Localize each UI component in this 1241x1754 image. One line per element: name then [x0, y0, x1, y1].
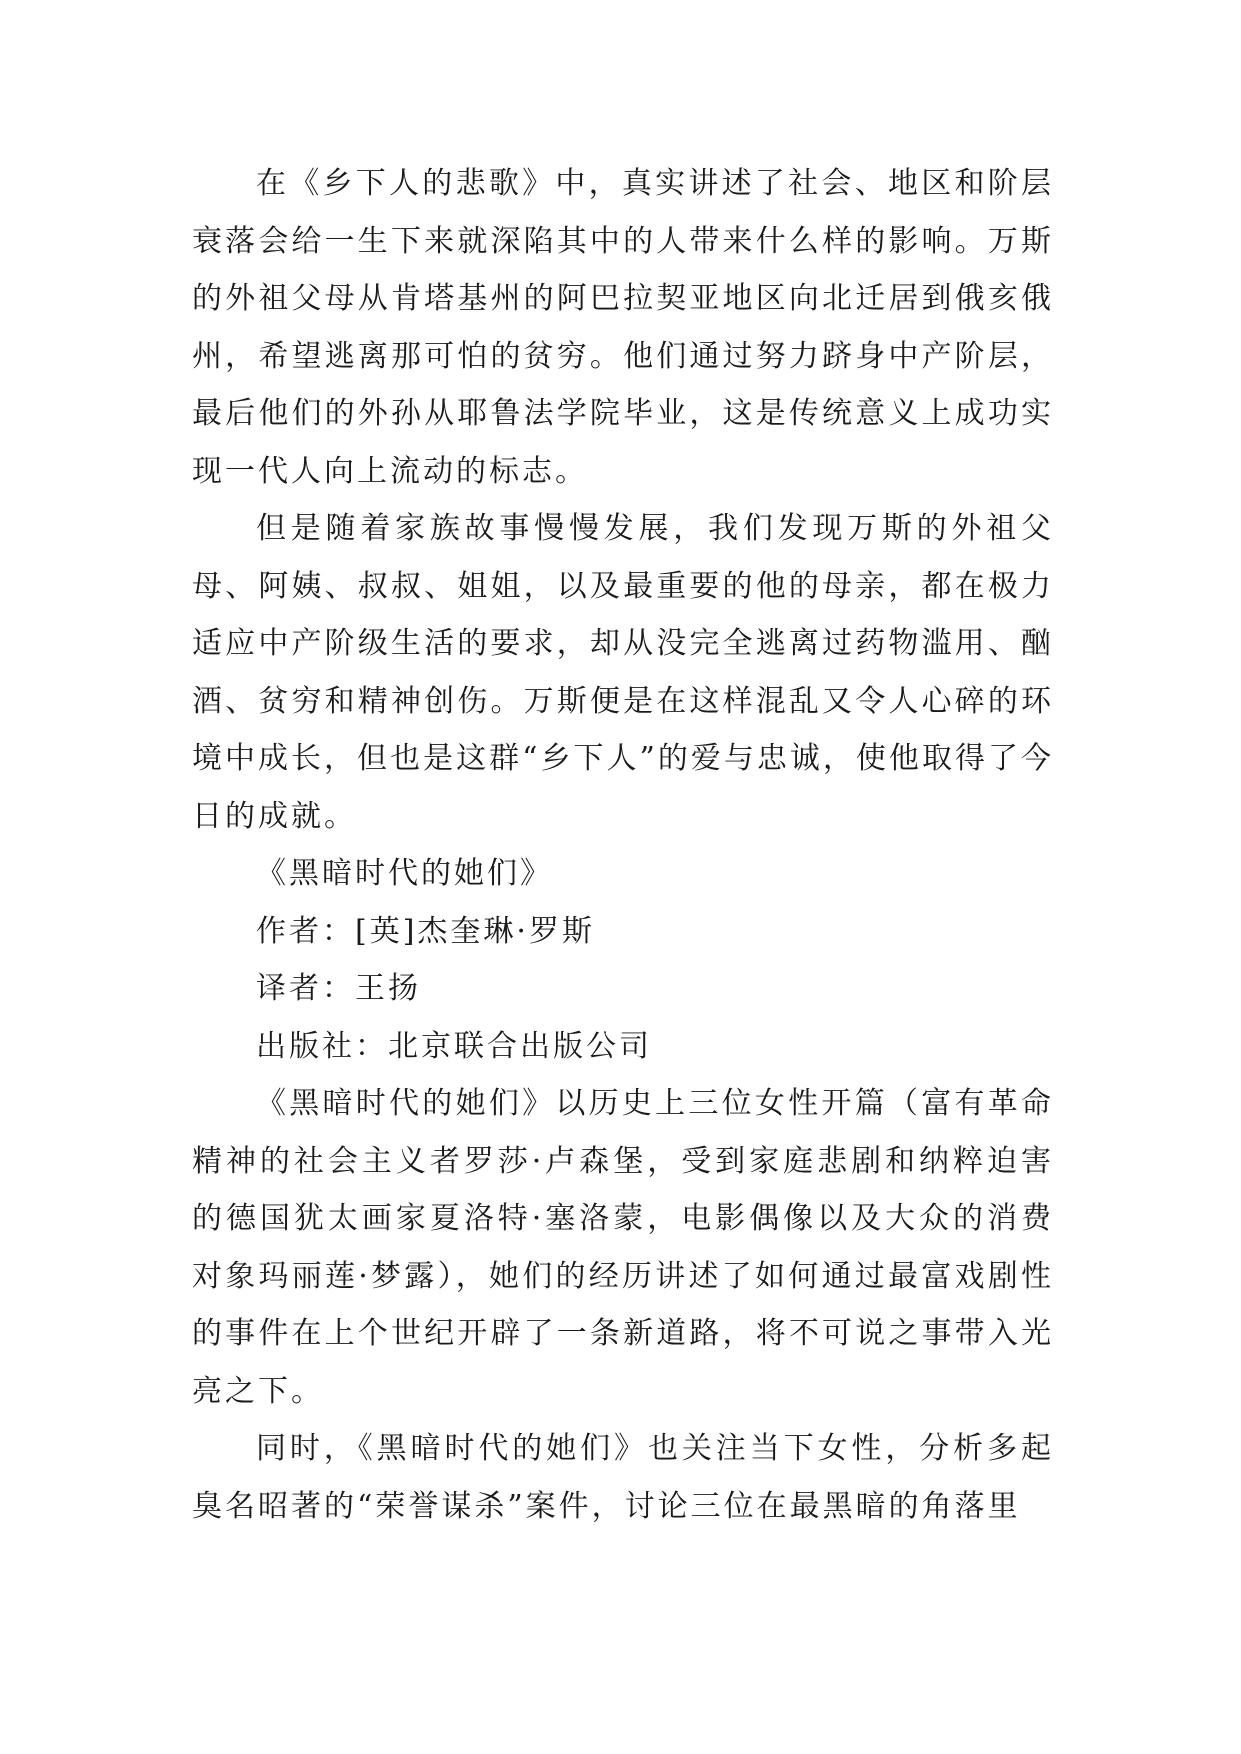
book-publisher: 出版社：北京联合出版公司 [256, 1028, 652, 1064]
paragraph-women-dark-times-present: 同时，《黑暗时代的她们》也关注当下女性，分析多起臭名昭著的“荣誉谋杀”案件，讨论三位在最黑暗的角落里 [192, 1431, 1054, 1524]
paragraph-hillbilly-elegy-intro: 在《乡下人的悲歌》中，真实讲述了社会、地区和阶层衰落会给一生下来就深陷其中的人带来什么样的影响。万斯的外祖父母从肯塔基州的阿巴拉契亚地区向北迁居到俄亥俄州，希望逃离那可怕的贫穷。他们通过努力跻身中产阶层，最后他们的外孙从耶鲁法学院毕业，这是传统意义上成功实现一代人向上流动的标志。 [192, 166, 1054, 489]
document-body [192, 155, 1054, 1535]
book-title: 《黑暗时代的她们》 [256, 856, 553, 891]
book-author: 作者：[英]杰奎琳·罗斯 [256, 913, 595, 949]
paragraph-vance-family: 但是随着家族故事慢慢发展，我们发现万斯的外祖父母、阿姨、叔叔、姐姐，以及最重要的他的母亲，都在极力适应中产阶级生活的要求，却从没完全逃离过药物滥用、酗酒、贫穷和精神创伤。万斯便是在这样混乱又令人心碎的环境中成长，但也是这群“乡下人”的爱与忠诚，使他取得了今日的成就。 [192, 511, 1054, 834]
paragraph-women-dark-times-intro: 《黑暗时代的她们》以历史上三位女性开篇（富有革命精神的社会主义者罗莎·卢森堡，受到家庭悲剧和纳粹迫害的德国犹太画家夏洛特·塞洛蒙，电影偶像以及大众的消费对象玛丽莲·梦露），她们的经历讲述了如何通过最富戏剧性的事件在上个世纪开辟了一条新道路，将不可说之事带入光亮之下。 [192, 1086, 1054, 1409]
book-translator: 译者：王扬 [256, 971, 421, 1006]
